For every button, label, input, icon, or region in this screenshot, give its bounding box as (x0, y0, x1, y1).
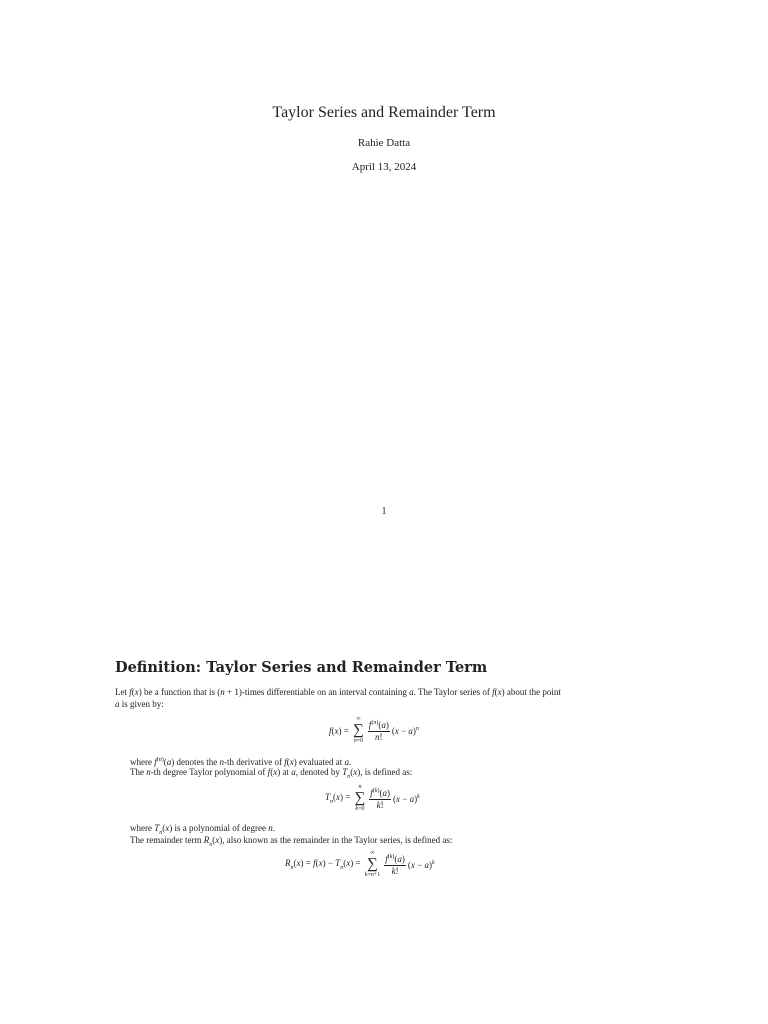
paragraph-remainder-def: The remainder term $R_n(x)$, also known as the remainder in the Taylor series, is defined as: (130, 835, 453, 848)
document-title: Taylor Series and Remainder Term (272, 104, 496, 121)
paragraph-derivative-note: where $f^{(n)}(a)$ denotes the n-th derivative of f(x) evaluated at a. (130, 757, 352, 767)
equation-taylor-polynomial: $T_n(x)$ = n ∑ k=0 $\frac{f^{(k)}(a)}{k!}$ $(x - a)^k$ (325, 784, 420, 812)
page-number: 1 (381, 506, 387, 517)
paragraph-intro-line1: Let f(x) be a function that is (n + 1)-times differentiable on an interval containing a. The Taylor series of f(x) about the point (115, 687, 561, 697)
document-author: Rahie Datta (357, 137, 411, 149)
section-heading: Definition: Taylor Series and Remainder Term (115, 659, 488, 676)
paragraph-polynomial-degree: where $T_n(x)$ is a polynomial of degree n. (130, 823, 275, 836)
equation-remainder-term: $R_n(x) = f(x) - T_n(x)$ = ∞ ∑ k=n+1 $\frac{f^{(k)}(a)}{k!}$ $(x - a)^k$ (285, 850, 435, 878)
paragraph-intro-line2: a is given by: (115, 699, 164, 709)
equation-taylor-series: f(x) = ∞ ∑ n=0 $\frac{f^{(n)}(a)}{n!}$ $(x - a)^n$ (329, 716, 419, 744)
document-date: April 13, 2024 (351, 161, 417, 173)
paragraph-polynomial-def: The n-th degree Taylor polynomial of f(x) at a, denoted by $T_n(x)$, is defined as: (130, 767, 413, 780)
